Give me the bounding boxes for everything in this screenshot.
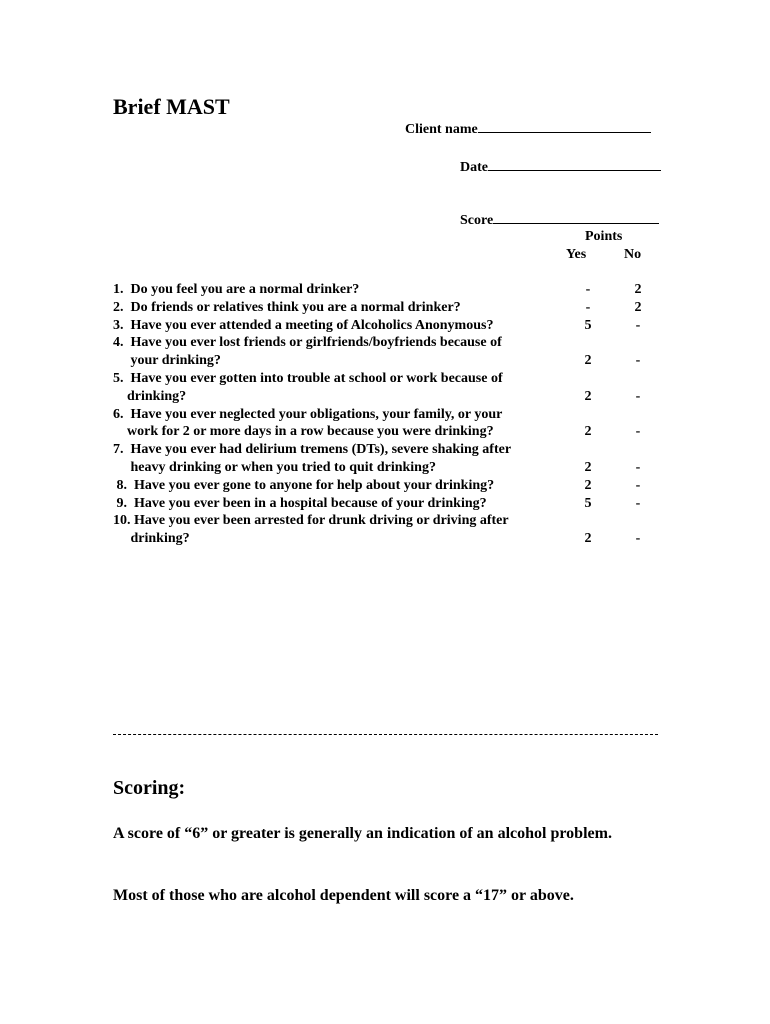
question-text-continued: drinking? (113, 388, 187, 404)
points-header: Points (585, 229, 623, 244)
score-label: Score (460, 213, 494, 228)
no-column-header: No (624, 247, 642, 262)
client-name-line[interactable] (478, 119, 651, 133)
document-title: Brief MAST (113, 94, 230, 119)
question-text-continued: your drinking? (113, 353, 221, 369)
yes-points: 2 (584, 353, 592, 369)
yes-points: 5 (584, 495, 592, 511)
date-field[interactable] (453, 139, 661, 177)
yes-column-header: Yes (566, 247, 587, 262)
question-text: 3. Have you ever attended a meeting of Alcoholics Anonymous? (113, 317, 494, 333)
no-points: - (635, 460, 641, 475)
no-points: 2 (634, 299, 642, 315)
question-text-continued: heavy drinking or when you tried to quit drinking? (113, 460, 436, 475)
date-line[interactable] (488, 157, 661, 171)
yes-points: 2 (584, 460, 592, 475)
question-text: 7. Have you ever had delirium tremens (DTs), severe shaking after (113, 442, 512, 458)
question-text: 1. Do you feel you are a normal drinker? (113, 282, 360, 297)
scoring-heading: Scoring: (113, 777, 186, 799)
question-text: 4. Have you ever lost friends or girlfriends/boyfriends because of (113, 335, 502, 351)
scoring-text-1: A score of “6” or greater is generally an indication of an alcohol problem. (113, 825, 612, 842)
question-text-continued: work for 2 or more days in a row because you were drinking? (113, 424, 494, 440)
question-text: 5. Have you ever gotten into trouble at school or work because of (113, 371, 503, 386)
no-points: - (635, 531, 641, 547)
client-name-label: Client name (405, 122, 478, 137)
question-text: 10. Have you ever been arrested for drunk driving or driving after (113, 513, 509, 529)
date-label: Date (460, 160, 488, 175)
yes-points: 2 (584, 388, 592, 404)
yes-points: - (585, 282, 591, 297)
question-text: 6. Have you ever neglected your obligations, your family, or your (113, 406, 503, 422)
question-text: 2. Do friends or relatives think you are a normal drinker? (113, 299, 461, 315)
no-points: - (635, 424, 641, 440)
yes-points: 2 (584, 477, 592, 493)
scoring-text-2: Most of those who are alcohol dependent will score a “17” or above. (113, 887, 574, 904)
divider-line (113, 734, 658, 735)
no-points: - (635, 317, 641, 333)
yes-points: - (585, 299, 591, 315)
question-text-continued: drinking? (113, 531, 190, 547)
question-text: 9. Have you ever been in a hospital because of your drinking? (113, 495, 487, 511)
no-points: - (635, 477, 641, 493)
no-points: - (635, 388, 641, 404)
yes-points: 2 (584, 424, 592, 440)
no-points: - (635, 353, 641, 369)
score-field[interactable] (453, 192, 659, 230)
no-points: - (635, 495, 641, 511)
no-points: 2 (634, 282, 642, 297)
yes-points: 5 (584, 317, 592, 333)
score-line[interactable] (493, 210, 659, 224)
question-text: 8. Have you ever gone to anyone for help about your drinking? (113, 477, 495, 493)
yes-points: 2 (584, 531, 592, 547)
client-name-field[interactable] (398, 101, 651, 139)
